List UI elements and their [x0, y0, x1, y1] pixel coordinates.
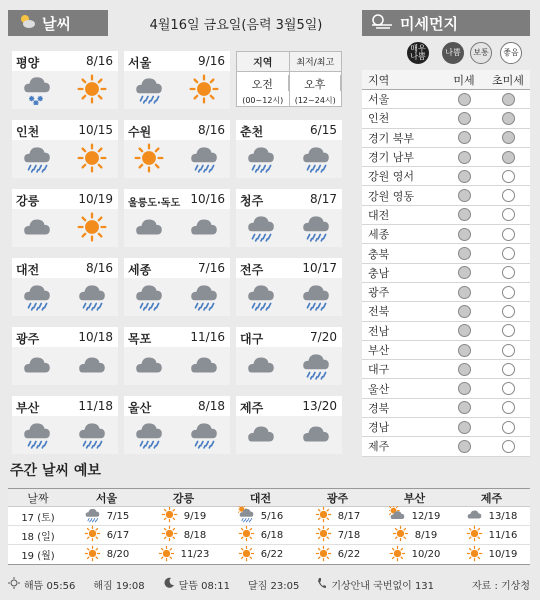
- pm10-level-dot: [458, 344, 471, 357]
- city-temp: 10/15: [78, 123, 113, 137]
- weekly-city-header: 제주: [480, 491, 503, 505]
- moonset-text: 달짐 23:05: [247, 580, 300, 592]
- weekly-cell: [68, 526, 145, 544]
- weekly-cell: [453, 507, 530, 525]
- pm10-level-dot: [458, 112, 471, 125]
- sun-cloud-icon: [389, 506, 412, 526]
- dust-row: [362, 379, 530, 398]
- sunset-text: 해짐 19:08: [93, 580, 145, 592]
- weekly-city-header: 강릉: [172, 491, 195, 505]
- level-normal: 보통: [470, 42, 492, 64]
- sun-icon: [76, 73, 108, 105]
- rain-icon: [245, 142, 277, 174]
- dust-region: 서울: [368, 93, 390, 107]
- rain-icon: [133, 418, 165, 450]
- rain-icon: [84, 506, 107, 526]
- dust-row: [362, 418, 530, 437]
- dust-region: 대구: [368, 363, 390, 377]
- weather-title: 날씨: [42, 14, 71, 33]
- city-temp: 8/16: [198, 123, 225, 137]
- rain-icon: [21, 280, 53, 312]
- sun-icon: [161, 525, 184, 545]
- legend-am: 오전 (00~12시): [237, 72, 290, 106]
- dust-region: 인천: [368, 112, 390, 126]
- dust-region: 충남: [368, 266, 390, 280]
- weekly-cell: [299, 545, 376, 564]
- dust-table-header: [362, 70, 530, 90]
- rain-icon: [76, 418, 108, 450]
- weekly-city-header: 대전: [249, 491, 272, 505]
- pm10-level-dot: [458, 363, 471, 376]
- pm25-level-dot: [502, 421, 515, 434]
- city-temp: 6/15: [310, 123, 337, 137]
- pm10-level-dot: [458, 401, 471, 414]
- rain-icon: [300, 349, 332, 381]
- cloud-icon: [300, 418, 332, 450]
- dust-region: 전북: [368, 305, 390, 319]
- pm25-level-dot: [502, 363, 515, 376]
- weekly-cell: [376, 526, 453, 544]
- sun-cloud-rain-icon: [238, 506, 261, 526]
- cloud-icon: [188, 349, 220, 381]
- dust-region: 경기 남부: [368, 151, 415, 165]
- weekly-cell: [222, 545, 299, 564]
- pm10-level-dot: [458, 189, 471, 202]
- pm25-level-dot: [502, 305, 515, 318]
- city-temp: 13/20: [302, 399, 337, 413]
- dust-row: [362, 437, 530, 456]
- pm10-level-dot: [458, 151, 471, 164]
- sun-icon: [392, 525, 415, 545]
- weekly-temp: 6/18: [260, 529, 284, 541]
- moon-icon: [163, 577, 175, 592]
- cloud-icon: [466, 506, 489, 526]
- dust-row: [362, 129, 530, 148]
- dust-row: [362, 283, 530, 302]
- sun-icon: [161, 506, 184, 526]
- city-temp: 10/19: [78, 192, 113, 206]
- weekly-cell: [299, 526, 376, 544]
- sun-icon: [466, 525, 489, 545]
- pm25-level-dot: [502, 266, 515, 279]
- weekly-cell: [453, 545, 530, 564]
- footer: [8, 576, 530, 592]
- weekly-cell: [68, 507, 145, 525]
- dust-row: [362, 360, 530, 379]
- dust-row: [362, 341, 530, 360]
- city-name: 청주: [240, 194, 264, 208]
- city-card: [12, 327, 118, 385]
- weekly-cell: [453, 526, 530, 544]
- city-temp: 8/17: [310, 192, 337, 206]
- city-name: 서울: [128, 56, 152, 70]
- city-name: 춘천: [240, 125, 264, 139]
- city-card: [124, 120, 230, 178]
- city-card: [124, 396, 230, 454]
- pm25-level-dot: [502, 112, 515, 125]
- pm10-level-dot: [458, 208, 471, 221]
- rain-icon: [21, 418, 53, 450]
- rain-icon: [133, 73, 165, 105]
- dust-col-pm10: 미세: [453, 73, 475, 87]
- city-card: [124, 51, 230, 109]
- dust-region: 충북: [368, 247, 390, 261]
- city-temp: 10/18: [78, 330, 113, 344]
- pm25-level-dot: [502, 189, 515, 202]
- city-name: 목포: [128, 332, 152, 346]
- weekly-temp: 8/20: [106, 549, 130, 560]
- weekly-temp: 10/19: [488, 549, 518, 560]
- pm10-level-dot: [458, 266, 471, 279]
- dust-row: [362, 264, 530, 283]
- pm10-level-dot: [458, 382, 471, 395]
- city-card: [12, 120, 118, 178]
- weekly-temp: 6/17: [106, 529, 130, 541]
- dust-region: 경북: [368, 401, 390, 415]
- dust-region: 광주: [368, 286, 390, 300]
- weekly-temp: 8/17: [337, 510, 361, 522]
- cloud-icon: [133, 349, 165, 381]
- weekly-temp: 13/18: [488, 510, 518, 522]
- pm25-level-dot: [502, 401, 515, 414]
- city-card: [12, 189, 118, 247]
- rain-icon: [300, 211, 332, 243]
- dust-row: [362, 186, 530, 205]
- weekly-temp: 9/19: [183, 510, 207, 522]
- weekly-cell: [376, 507, 453, 525]
- pm25-level-dot: [502, 151, 515, 164]
- pm25-level-dot: [502, 440, 515, 453]
- rain-icon: [300, 280, 332, 312]
- city-name: 세종: [128, 263, 152, 277]
- pm25-level-dot: [502, 93, 515, 106]
- rain-icon: [188, 142, 220, 174]
- snow-icon: [21, 73, 53, 105]
- dust-region: 경기 북부: [368, 131, 415, 145]
- legend-pm: 오후 (12~24시): [290, 72, 342, 106]
- level-bad: 나쁨: [442, 42, 464, 64]
- rain-icon: [133, 280, 165, 312]
- dust-region: 대전: [368, 208, 390, 222]
- date-text: 4월16일 금요일(음력 3월5일): [149, 18, 323, 33]
- pm10-level-dot: [458, 131, 471, 144]
- city-temp: 10/17: [302, 261, 337, 275]
- city-name: 울산: [128, 401, 152, 415]
- dust-row: [362, 322, 530, 341]
- sun-icon: [76, 211, 108, 243]
- pm10-level-dot: [458, 305, 471, 318]
- rain-icon: [245, 211, 277, 243]
- weekly-row: [8, 507, 530, 526]
- weekly-temp: 7/18: [337, 529, 361, 541]
- dust-region: 강원 영서: [368, 170, 415, 184]
- city-card: [236, 120, 342, 178]
- dust-region: 부산: [368, 344, 390, 357]
- city-name: 수원: [128, 125, 152, 139]
- weekly-temp: 12/19: [411, 510, 441, 522]
- weekly-header: [8, 489, 530, 507]
- weekly-temp: 8/19: [414, 529, 438, 541]
- sun-icon: [158, 545, 181, 565]
- dust-table: [362, 70, 530, 457]
- city-card: [236, 258, 342, 316]
- sun-icon: [84, 525, 107, 545]
- dust-row: [362, 167, 530, 186]
- weekly-date: 17 (토): [21, 512, 55, 524]
- city-name: 울릉도·독도: [128, 198, 181, 209]
- pm10-level-dot: [458, 286, 471, 299]
- haze-icon: [370, 13, 394, 33]
- city-temp: 8/16: [86, 54, 113, 68]
- weekly-cell: [145, 507, 222, 525]
- dust-col-pm25: 초미세: [492, 73, 524, 87]
- moonrise-text: 달뜸 08:11: [178, 580, 230, 592]
- city-name: 대전: [16, 263, 40, 277]
- weekly-row: [8, 526, 530, 545]
- dust-region: 경남: [368, 421, 390, 435]
- sun-icon: [315, 506, 338, 526]
- phone-icon: [317, 577, 327, 592]
- legend-minmax: 최저/최고: [296, 58, 335, 68]
- legend-box: [236, 51, 342, 107]
- cloud-icon: [21, 211, 53, 243]
- city-name: 광주: [16, 332, 40, 346]
- weekly-temp: 10/20: [411, 549, 441, 560]
- weekly-temp: 11/23: [180, 549, 210, 560]
- cloud-icon: [21, 349, 53, 381]
- weekly-row: [8, 545, 530, 564]
- pm10-level-dot: [458, 324, 471, 337]
- city-name: 제주: [240, 401, 264, 415]
- weekly-city-header: 부산: [403, 491, 426, 505]
- weekly-temp: 6/22: [337, 549, 361, 560]
- rain-icon: [188, 418, 220, 450]
- legend-region: 지역: [237, 52, 290, 71]
- sun-icon: [466, 545, 489, 565]
- dust-row: [362, 90, 530, 109]
- city-name: 대구: [240, 332, 264, 346]
- weekly-cell: [68, 545, 145, 564]
- city-temp: 7/20: [310, 330, 337, 344]
- weekly-city-header: 광주: [326, 491, 349, 505]
- city-temp: 10/16: [190, 192, 225, 206]
- dust-row: [362, 148, 530, 167]
- city-name: 전주: [240, 263, 264, 277]
- pm25-level-dot: [502, 208, 515, 221]
- weekly-city-header: 서울: [95, 491, 118, 505]
- rain-icon: [76, 280, 108, 312]
- weekly-cell: [145, 545, 222, 564]
- city-card: [124, 327, 230, 385]
- city-temp: 8/18: [198, 399, 225, 413]
- pm25-level-dot: [502, 247, 515, 260]
- city-temp: 11/18: [78, 399, 113, 413]
- weekly-cell: [145, 526, 222, 544]
- city-name: 인천: [16, 125, 40, 139]
- dust-title: 미세먼지: [400, 14, 458, 33]
- sunrise-icon: [8, 577, 20, 592]
- dust-row: [362, 206, 530, 225]
- dust-row: [362, 244, 530, 263]
- sun-icon: [315, 525, 338, 545]
- pm25-level-dot: [502, 131, 515, 144]
- dust-row: [362, 399, 530, 418]
- pm10-level-dot: [458, 228, 471, 241]
- weekly-date: 18 (일): [21, 531, 55, 543]
- weekly-temp: 6/22: [260, 549, 284, 560]
- dust-row: [362, 225, 530, 244]
- sun-cloud-icon: [18, 13, 36, 33]
- weekly-date-header: 날짜: [27, 491, 49, 505]
- city-card: [236, 189, 342, 247]
- city-name: 평양: [16, 56, 40, 70]
- dust-header: [362, 10, 530, 36]
- level-very-bad: 매우나쁨: [407, 42, 429, 64]
- rain-icon: [188, 280, 220, 312]
- pm25-level-dot: [502, 382, 515, 395]
- pm10-level-dot: [458, 440, 471, 453]
- dust-region: 전남: [368, 324, 390, 338]
- weekly-title: 주간 날씨 예보: [10, 463, 101, 479]
- weekly-temp: 5/16: [260, 510, 284, 522]
- pm25-level-dot: [502, 344, 515, 357]
- sun-icon: [76, 142, 108, 174]
- dust-region: 울산: [368, 382, 390, 396]
- dust-region: 제주: [368, 440, 390, 454]
- pm25-level-dot: [502, 228, 515, 241]
- sun-icon: [84, 545, 107, 565]
- cloud-icon: [76, 349, 108, 381]
- weather-header: [8, 10, 108, 36]
- phone-text: 기상안내 국번없이 131: [331, 580, 435, 592]
- pm25-level-dot: [502, 170, 515, 183]
- city-temp: 11/16: [190, 330, 225, 344]
- city-card: [12, 51, 118, 109]
- city-temp: 9/16: [198, 54, 225, 68]
- weekly-temp: 11/16: [488, 529, 518, 541]
- pm10-level-dot: [458, 421, 471, 434]
- sun-icon: [238, 545, 261, 565]
- city-card: [12, 258, 118, 316]
- weekly-cell: [376, 545, 453, 564]
- level-good: 좋음: [500, 42, 522, 64]
- dust-region: 세종: [368, 228, 390, 242]
- pm25-level-dot: [502, 324, 515, 337]
- pm10-level-dot: [458, 93, 471, 106]
- cloud-icon: [188, 211, 220, 243]
- weekly-cell: [222, 507, 299, 525]
- source-text: 자료 : 기상청: [471, 580, 530, 592]
- dust-col-region: 지역: [368, 73, 390, 87]
- dust-row: [362, 109, 530, 128]
- city-name: 부산: [16, 401, 40, 415]
- sun-icon: [315, 545, 338, 565]
- cloud-icon: [245, 418, 277, 450]
- city-card: [236, 396, 342, 454]
- weekly-date: 19 (월): [21, 551, 55, 562]
- sun-icon: [133, 142, 165, 174]
- weekly-temp: 8/18: [183, 529, 207, 541]
- weekly-table: [8, 488, 530, 565]
- city-card: [124, 189, 230, 247]
- pm25-level-dot: [502, 286, 515, 299]
- city-card: [124, 258, 230, 316]
- cloud-icon: [245, 349, 277, 381]
- city-card: [12, 396, 118, 454]
- sunrise-text: 해뜸 05:56: [24, 580, 76, 592]
- weekly-cell: [222, 526, 299, 544]
- city-card: [236, 327, 342, 385]
- sun-icon: [389, 545, 412, 565]
- city-temp: 7/16: [198, 261, 225, 275]
- rain-icon: [245, 280, 277, 312]
- weekly-cell: [299, 507, 376, 525]
- pm10-level-dot: [458, 247, 471, 260]
- pm10-level-dot: [458, 170, 471, 183]
- dust-row: [362, 302, 530, 321]
- sun-icon: [238, 525, 261, 545]
- cloud-icon: [133, 211, 165, 243]
- sun-icon: [188, 73, 220, 105]
- rain-icon: [21, 142, 53, 174]
- rain-icon: [300, 142, 332, 174]
- dust-region: 강원 영동: [368, 189, 415, 203]
- weekly-temp: 7/15: [106, 510, 130, 522]
- city-temp: 8/16: [86, 261, 113, 275]
- city-name: 강릉: [16, 194, 40, 208]
